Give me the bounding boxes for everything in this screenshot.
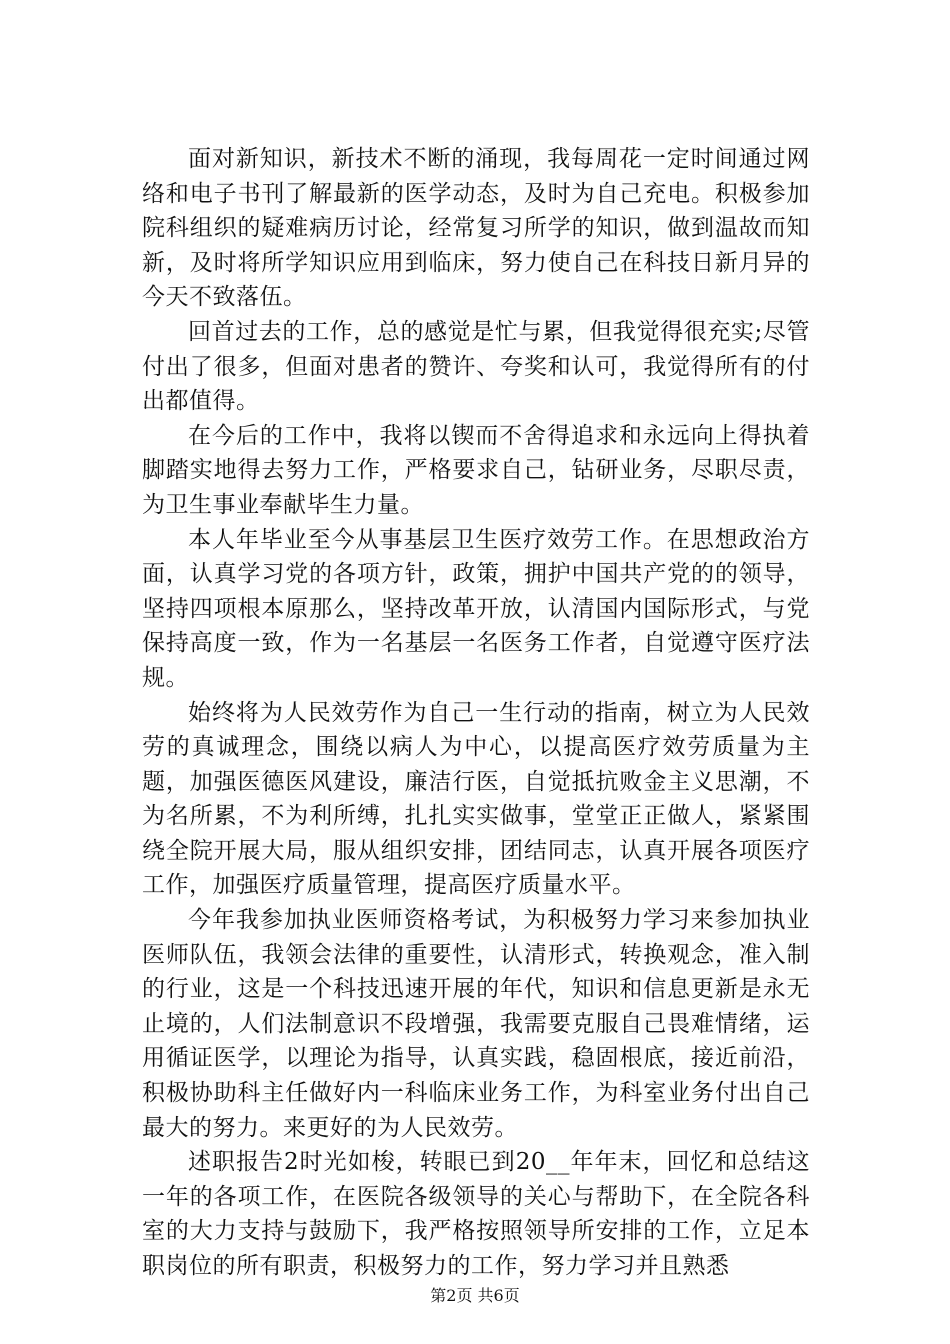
paragraph: 面对新知识，新技术不断的涌现，我每周花一定时间通过网络和电子书刊了解最新的医学动态，及时为自己充电。积极参加院科组织的疑难病历讨论，经常复习所学的知识，做到温故而知新，及时将所学知识应用到临床，努力使自己在科技日新月异的今天不致落伍。 bbox=[142, 146, 810, 311]
paragraph: 始终将为人民效劳作为自己一生行动的指南，树立为人民效劳的真诚理念，围绕以病人为中心，以提高医疗效劳质量为主题，加强医德医风建设，廉洁行医，自觉抵抗败金主义思潮，不为名所累，不为利所缚，扎扎实实做事，堂堂正正做人，紧紧围绕全院开展大局，服从组织安排，团结同志，认真开展各项医疗工作，加强医疗质量管理，提高医疗质量水平。 bbox=[142, 699, 810, 899]
page-number-footer: 第2页 共6页 bbox=[430, 1286, 520, 1305]
paragraph: 在今后的工作中，我将以锲而不舍得追求和永远向上得执着脚踏实地得去努力工作，严格要求自己，钻研业务，尽职尽责，为卫生事业奉献毕生力量。 bbox=[142, 422, 810, 518]
paragraph: 今年我参加执业医师资格考试，为积极努力学习来参加执业医师队伍，我领会法律的重要性，认清形式，转换观念，准入制的行业，这是一个科技迅速开展的年代，知识和信息更新是永无止境的，人们法制意识不段增强，我需要克服自己畏难情绪，运用循证医学，以理论为指导，认真实践，稳固根底，接近前沿，积极协助科主任做好内一科临床业务工作，为科室业务付出自己最大的努力。来更好的为人民效劳。 bbox=[142, 907, 810, 1141]
paragraph: 述职报告2时光如梭，转眼已到20__年年末，回忆和总结这一年的各项工作，在医院各级领导的关心与帮助下，在全院各科室的大力支持与鼓励下，我严格按照领导所安排的工作，立足本职岗位的所有职责，积极努力的工作，努力学习并且熟悉 bbox=[142, 1149, 810, 1279]
paragraph: 回首过去的工作，总的感觉是忙与累，但我觉得很充实;尽管付出了很多，但面对患者的赞许、夸奖和认可，我觉得所有的付出都值得。 bbox=[142, 318, 810, 415]
paragraph: 本人年毕业至今从事基层卫生医疗效劳工作。在思想政治方面，认真学习党的各项方针，政策，拥护中国共产党的的领导，坚持四项根本原那么，坚持改革开放，认清国内国际形式，与党保持高度一致，作为一名基层一名医务工作者，自觉遵守医疗法规。 bbox=[142, 526, 810, 691]
document-body bbox=[142, 142, 810, 1284]
